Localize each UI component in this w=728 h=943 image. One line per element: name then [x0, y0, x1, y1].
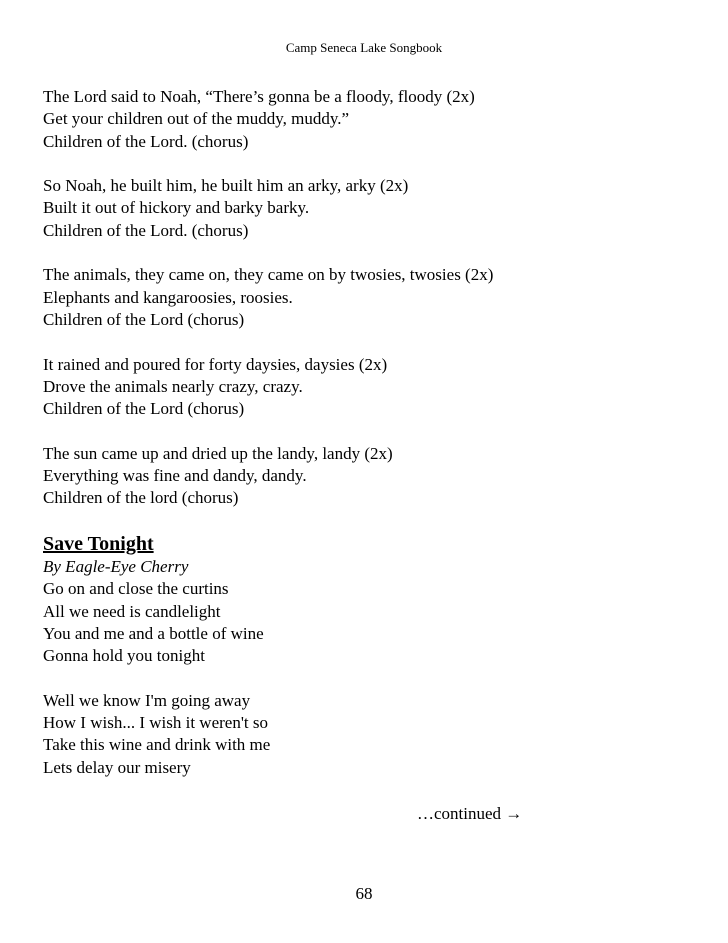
- lyric-line: Children of the lord (chorus): [43, 488, 239, 508]
- lyric-line: Gonna hold you tonight: [43, 646, 205, 666]
- song-author: By Eagle-Eye Cherry: [43, 556, 189, 576]
- lyric-line: You and me and a bottle of wine: [43, 623, 264, 643]
- song-title: Save Tonight: [43, 532, 154, 555]
- lyric-line: Go on and close the curtins: [43, 579, 229, 599]
- lyric-line: Drove the animals nearly crazy, crazy.: [43, 376, 303, 396]
- stanza: [43, 578, 683, 667]
- lyric-line: Get your children out of the muddy, muddy.”: [43, 109, 350, 129]
- stanza: [43, 264, 683, 331]
- page-number: 68: [355, 884, 373, 903]
- lyric-line: The Lord said to Noah, “There’s gonna be a floody, floody (2x): [43, 87, 475, 106]
- lyric-line: All we need is candlelight: [43, 601, 221, 621]
- continued-note: …continued →: [417, 804, 523, 823]
- lyric-line: Children of the Lord. (chorus): [43, 131, 249, 151]
- lyric-line: How I wish... I wish it weren't so: [43, 713, 268, 733]
- page-header: Camp Seneca Lake Songbook: [285, 40, 443, 55]
- lyric-line: Elephants and kangaroosies, roosies.: [43, 287, 293, 307]
- lyric-line: Everything was fine and dandy, dandy.: [43, 466, 307, 486]
- lyric-line: Children of the Lord (chorus): [43, 309, 245, 329]
- lyric-line: Lets delay our misery: [43, 757, 191, 777]
- stanza: [43, 175, 683, 242]
- stanza: [43, 354, 683, 421]
- stanza: [43, 443, 683, 510]
- lyric-line: Well we know I'm going away: [43, 690, 251, 710]
- lyric-line: It rained and poured for forty daysies, daysies (2x): [43, 354, 388, 374]
- song-content: [43, 86, 683, 801]
- lyric-line: Built it out of hickory and barky barky.: [43, 198, 310, 218]
- lyric-line: The animals, they came on, they came on by twosies, twosies (2x): [43, 265, 494, 285]
- stanza: [43, 86, 683, 153]
- lyric-line: Children of the Lord. (chorus): [43, 220, 249, 240]
- lyric-line: So Noah, he built him, he built him an arky, arky (2x): [43, 176, 409, 196]
- lyric-line: Children of the Lord (chorus): [43, 399, 245, 419]
- lyric-line: The sun came up and dried up the landy, landy (2x): [43, 443, 393, 463]
- lyric-line: Take this wine and drink with me: [43, 735, 271, 755]
- stanza: [43, 690, 683, 779]
